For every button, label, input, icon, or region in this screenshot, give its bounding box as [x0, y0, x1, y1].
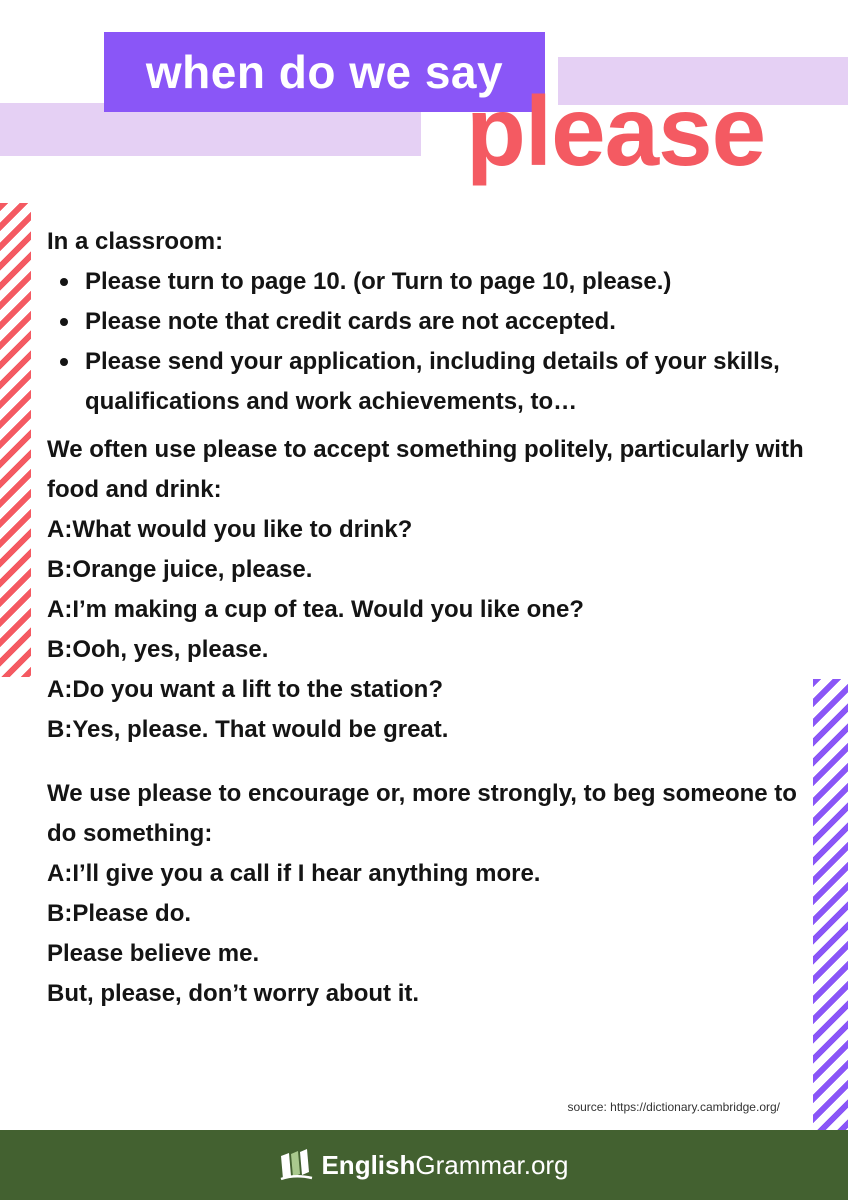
dialogue-line: B:Please do.	[47, 900, 192, 927]
classroom-list	[47, 262, 807, 422]
encourage-intro: We use please to encourage or, more strongly, to beg someone to do something:	[47, 780, 797, 847]
dialogue-line: A:What would you like to drink?	[47, 516, 413, 543]
subtitle-text: when do we say	[145, 46, 504, 98]
purple-stripe-decoration	[813, 679, 848, 1130]
coral-stripe-decoration	[0, 203, 31, 677]
example-line: But, please, don’t worry about it.	[47, 980, 420, 1007]
site-logo[interactable]	[279, 1148, 568, 1182]
dialogue-line: A:I’m making a cup of tea. Would you like one?	[47, 596, 584, 623]
classroom-heading: In a classroom:	[47, 228, 224, 255]
dialogue-line: B:Orange juice, please.	[47, 556, 313, 583]
list-item: Please send your application, including details of your skills, qualifications and work achievements, to…	[85, 342, 807, 422]
accept-intro: We often use please to accept something politely, particularly with food and drink:	[47, 436, 804, 503]
page-title: please	[466, 76, 766, 186]
dialogue-line: A:Do you want a lift to the station?	[47, 676, 443, 703]
footer-bar	[0, 1130, 848, 1200]
dialogue-line: A:I’ll give you a call if I hear anything more.	[47, 860, 541, 887]
dialogue-line: B:Yes, please. That would be great.	[47, 716, 449, 743]
list-item: Please note that credit cards are not accepted.	[85, 302, 807, 342]
logo-text-regular: Grammar.org	[415, 1150, 569, 1180]
book-icon	[279, 1148, 315, 1182]
logo-text-bold: English	[321, 1150, 416, 1180]
list-item: Please turn to page 10. (or Turn to page 10, please.)	[85, 262, 807, 302]
main-content	[47, 222, 807, 1014]
dialogue-line: B:Ooh, yes, please.	[47, 636, 269, 663]
source-credit: source: https://dictionary.cambridge.org/	[567, 1100, 780, 1114]
example-line: Please believe me.	[47, 940, 260, 967]
